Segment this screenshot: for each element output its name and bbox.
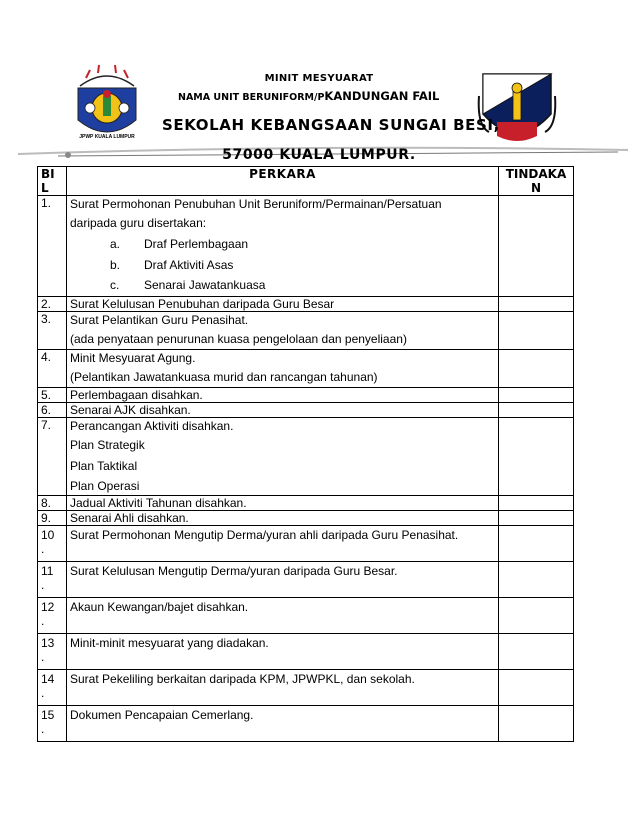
minutes-table <box>37 166 574 742</box>
row-number-dot: . <box>41 614 45 628</box>
table-row <box>38 634 574 670</box>
table-row <box>38 350 574 388</box>
list-item <box>70 255 495 276</box>
list-item-label: c. <box>110 278 120 292</box>
row-perkara <box>67 196 499 297</box>
col-header-tindakan-line2: N <box>530 181 542 195</box>
row-number: 5. <box>38 388 67 403</box>
list-item-text: Draf Aktiviti Asas <box>144 258 234 272</box>
meeting-minutes-title: MINIT MESYUARAT <box>264 73 374 84</box>
row-perkara <box>67 562 499 598</box>
table-row <box>38 496 574 511</box>
row-number-dot: . <box>41 650 45 664</box>
row-number-digits: 15 <box>41 708 55 722</box>
table-row <box>38 312 574 350</box>
row-number <box>38 562 67 598</box>
row-tindakan <box>499 388 574 403</box>
table-row <box>38 562 574 598</box>
row-tindakan <box>499 312 574 350</box>
row-number <box>38 706 67 742</box>
row-tindakan <box>499 297 574 312</box>
row-tindakan <box>499 496 574 511</box>
row-number: 8. <box>38 496 67 511</box>
list-item-text: Draf Perlembagaan <box>144 237 249 251</box>
table-row <box>38 196 574 297</box>
row-tindakan <box>499 511 574 526</box>
row-tindakan <box>499 196 574 297</box>
table-header-row <box>38 167 574 196</box>
row-perkara: Senarai Ahli disahkan. <box>67 511 499 526</box>
row-number <box>38 634 67 670</box>
list-item-text: Senarai Jawatankuasa <box>144 278 266 292</box>
row-text: Surat Pelantikan Guru Penasihat. <box>70 313 249 327</box>
col-header-tindakan <box>499 167 574 196</box>
table-row <box>38 598 574 634</box>
row-number <box>38 526 67 562</box>
table-row <box>38 418 574 496</box>
row-number-dot: . <box>41 578 45 592</box>
row-text: Surat Permohonan Penubuhan Unit Beruniform/Permainan/Persatuan <box>70 197 442 211</box>
row-text: Plan Strategik <box>70 438 145 452</box>
unit-name-line <box>178 89 439 103</box>
row-text: Minit-minit mesyuarat yang diadakan. <box>70 636 269 650</box>
row-text: Surat Permohonan Mengutip Derma/yuran ahli daripada Guru Penasihat. <box>70 528 459 542</box>
row-tindakan <box>499 598 574 634</box>
row-text: Akaun Kewangan/bajet disahkan. <box>70 600 249 614</box>
col-header-perkara: PERKARA <box>67 167 499 196</box>
row-number-digits: 10 <box>41 528 55 542</box>
row-text: Surat Kelulusan Mengutip Derma/yuran daripada Guru Besar. <box>70 564 398 578</box>
row-number: 4. <box>38 350 67 388</box>
row-text: Surat Pekeliling berkaitan daripada KPM, JPWPKL, dan sekolah. <box>70 672 415 686</box>
row-text: Minit Mesyuarat Agung. <box>70 351 196 365</box>
row-text: Plan Operasi <box>70 479 140 493</box>
school-name: SEKOLAH KEBANGSAAN SUNGAI BESI, <box>162 116 500 134</box>
row-number-digits: 12 <box>41 600 55 614</box>
row-number-dot: . <box>41 542 45 556</box>
row-number <box>38 598 67 634</box>
row-number: 1. <box>38 196 67 297</box>
row-tindakan <box>499 670 574 706</box>
row-number <box>38 670 67 706</box>
row-number-digits: 11 <box>41 564 54 578</box>
row-perkara <box>67 418 499 496</box>
row-perkara <box>67 670 499 706</box>
table-row <box>38 297 574 312</box>
row-perkara <box>67 526 499 562</box>
row-tindakan <box>499 350 574 388</box>
row-perkara <box>67 706 499 742</box>
table-row <box>38 403 574 418</box>
table-row <box>38 388 574 403</box>
table-row <box>38 526 574 562</box>
col-header-bil-line2: L <box>41 181 49 195</box>
table-row <box>38 706 574 742</box>
row-tindakan <box>499 634 574 670</box>
row-number-digits: 14 <box>41 672 55 686</box>
file-contents-label: KANDUNGAN FAIL <box>324 89 440 103</box>
row-perkara <box>67 350 499 388</box>
row-perkara: Surat Kelulusan Penubuhan daripada Guru Besar <box>67 297 499 312</box>
row-number-dot: . <box>41 722 45 736</box>
col-header-bil <box>38 167 67 196</box>
row-number: 3. <box>38 312 67 350</box>
row-perkara <box>67 312 499 350</box>
row-perkara <box>67 598 499 634</box>
list-item <box>70 276 495 294</box>
row-number: 9. <box>38 511 67 526</box>
row-text: (ada penyataan penurunan kuasa pengelolaan dan penyeliaan) <box>70 332 407 346</box>
row-tindakan <box>499 706 574 742</box>
row-perkara: Jadual Aktiviti Tahunan disahkan. <box>67 496 499 511</box>
row-tindakan <box>499 562 574 598</box>
list-item-label: b. <box>110 258 121 272</box>
list-item <box>70 234 495 255</box>
row-number: 2. <box>38 297 67 312</box>
row-perkara: Perlembagaan disahkan. <box>67 388 499 403</box>
row-text: Plan Taktikal <box>70 459 138 473</box>
row-tindakan <box>499 418 574 496</box>
table-row <box>38 511 574 526</box>
row-perkara <box>67 634 499 670</box>
row-number: 7. <box>38 418 67 496</box>
row-text: Dokumen Pencapaian Cemerlang. <box>70 708 254 722</box>
table-row <box>38 670 574 706</box>
unit-name-label: NAMA UNIT BERUNIFORM/P <box>178 92 325 103</box>
row-text: daripada guru disertakan: <box>70 216 207 230</box>
school-address: 57000 KUALA LUMPUR. <box>222 147 416 163</box>
list-item-label: a. <box>110 237 121 251</box>
row-perkara: Senarai AJK disahkan. <box>67 403 499 418</box>
col-header-bil-line1: BI <box>41 167 55 181</box>
row-number-digits: 13 <box>41 636 55 650</box>
row-text: Perancangan Aktiviti disahkan. <box>70 419 234 433</box>
row-text: (Pelantikan Jawatankuasa murid dan rancangan tahunan) <box>70 370 378 384</box>
row-number-dot: . <box>41 686 45 700</box>
row-tindakan <box>499 403 574 418</box>
left-logo-caption: JPWP KUALA LUMPUR <box>79 134 135 140</box>
col-header-tindakan-line1: TINDAKA <box>505 167 567 181</box>
row-number: 6. <box>38 403 67 418</box>
row-tindakan <box>499 526 574 562</box>
